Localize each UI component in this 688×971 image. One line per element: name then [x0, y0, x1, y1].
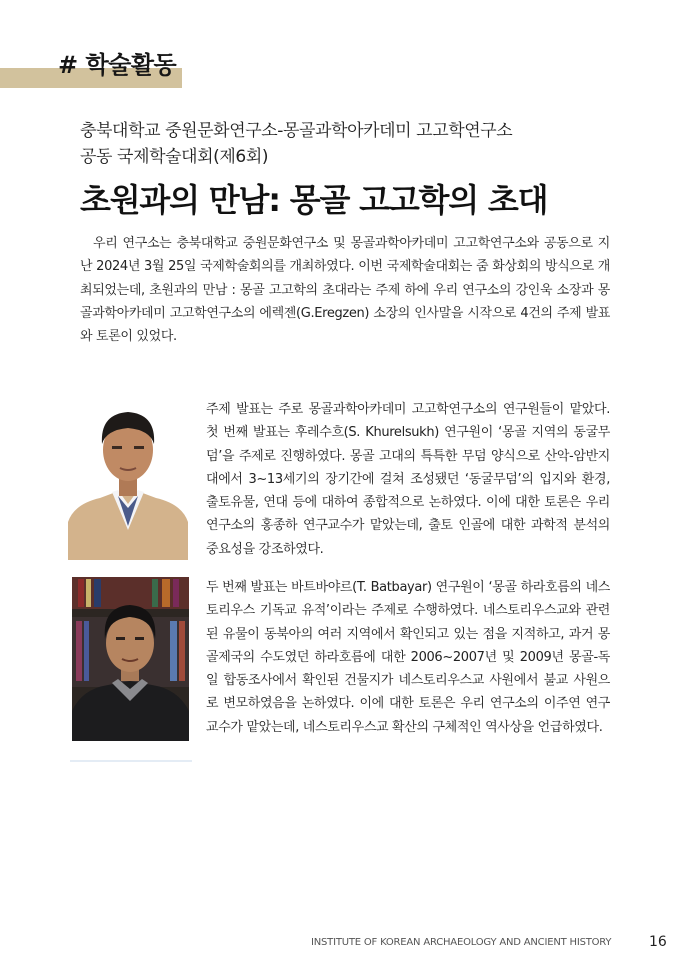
- intro-paragraph: 우리 연구소는 충북대학교 중원문화연구소 및 몽골과학아카데미 고고학연구소와 공동으로 지난 2024년 3월 25일 국제학술회의를 개최하였다. 이번 국제학술대회는 줌 화상회의 방식으로 개최되었는데, 초원과의 만남 : 몽골 고고학의 초대라는 주제 하에 우리 연구소의 강인욱 소장과 몽골과학아카데미 고고학연구소의 에렉젠(G.Eregzen) 소장의 인사말을 시작으로 4건의 주제 발표와 토론이 있었다.: [80, 236, 610, 345]
- presentation-2-paragraph: 두 번째 발표는 바트바야르(T. Batbayar) 연구원이 ‘몽골 하라호름의 네스토리우스 기독교 유적’이라는 주제로 수행하였다. 네스토리우스교와 관련된 유물이 동북아의 여러 지역에서 확인되고 있는 점을 지적하고, 과거 몽골제국의 수도였던 하라호름에 대한 2006~2007년 및 2009년 몽골-독일 합동조사에서 확인된 건물지가 네스토리우스교 사원에서 불교 사원으로 변모하였음을 논하였다. 이에 대한 토론은 우리 연구소의 이주연 연구교수가 맡았는데, 네스토리우스교 확산의 구체적인 역사상을 언급하였다.: [206, 580, 610, 735]
- footer-institute-name: INSTITUTE OF KOREAN ARCHAEOLOGY AND ANCIENT HISTORY: [311, 937, 612, 948]
- presentation-1-paragraph: 주제 발표는 주로 몽골과학아카데미 고고학연구소의 연구원들이 맡았다. 첫 번째 발표는 후레수흐(S. Khurelsukh) 연구원이 ‘몽골 지역의 동굴무덤’을 주제로 진행하였다. 몽골 고대의 특특한 무덤 양식으로 산악-암반지대에서 3~13세기의 장기간에 걸쳐 조성됐던 ‘동굴무덤’의 입지와 환경, 출토유물, 연대 등에 대하여 종합적으로 논하였다. 이에 대한 토론은 우리 연구소의 홍종하 연구교수가 맡았는데, 출토 인골에 대한 과학적 분석의 중요성을 강조하였다.: [206, 402, 610, 557]
- presenter-photo-2: [72, 577, 189, 741]
- subtitle-line-2: 공동 국제학술대회(제6회): [80, 147, 269, 167]
- article-title: 초원과의 만남: 몽골 고고학의 초대: [80, 181, 548, 219]
- presenter-photo-1: [68, 400, 188, 560]
- section-title: # 학술활동: [58, 51, 177, 79]
- article-subtitle: [80, 118, 512, 170]
- photo-divider: [70, 760, 192, 762]
- subtitle-line-1: 충북대학교 중원문화연구소-몽골과학아카데미 고고학연구소: [80, 121, 513, 141]
- page-number: 16: [649, 934, 667, 950]
